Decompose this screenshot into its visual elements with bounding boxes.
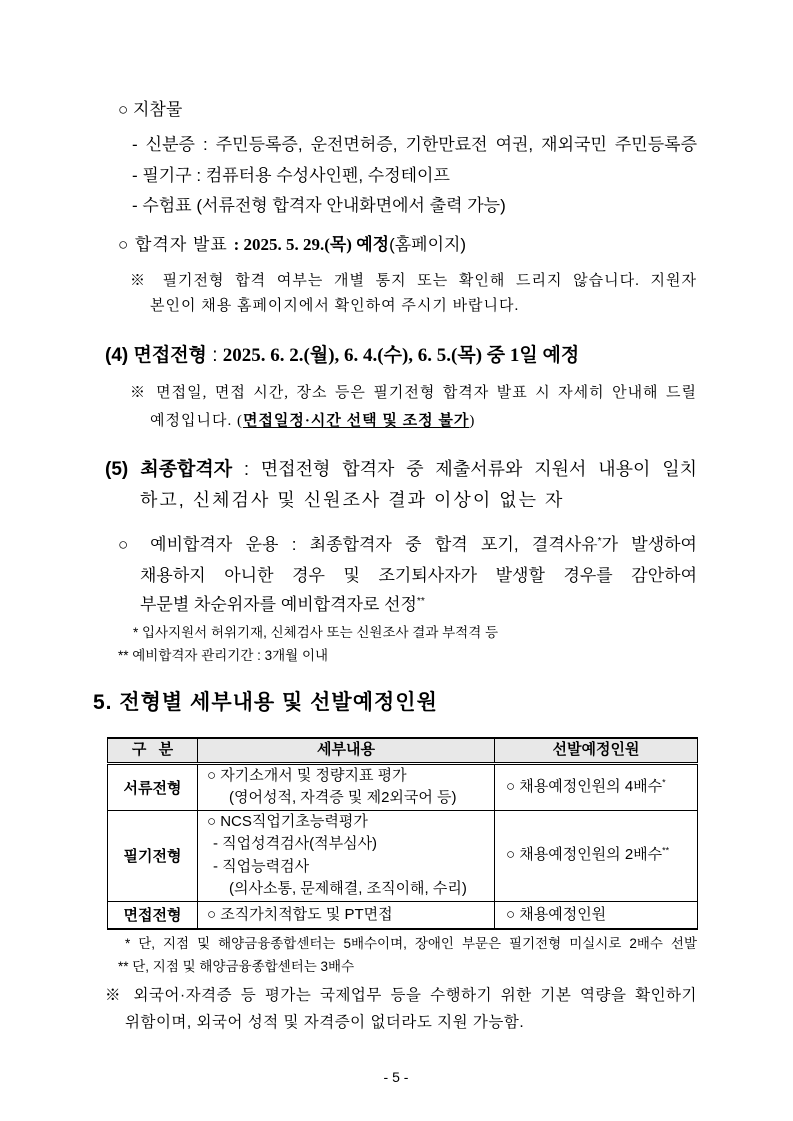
row-details bbox=[198, 763, 495, 810]
table-header-details: 세부내용 bbox=[198, 738, 495, 763]
reserve-text: 가 발생하여 bbox=[601, 535, 697, 554]
row-quota bbox=[495, 901, 698, 929]
row-label: 면접전형 bbox=[108, 901, 198, 929]
row-label: 필기전형 bbox=[108, 810, 198, 901]
interview-separator: : bbox=[206, 345, 223, 366]
detail-line: (영어성적, 자격증 및 제2외국어 등) bbox=[229, 789, 457, 806]
supplies-heading: ○ 지참물 bbox=[118, 100, 183, 119]
footnote-mark: ** bbox=[662, 845, 670, 856]
reserve-line bbox=[140, 593, 425, 617]
written-result-date: : 2025. 5. 29.(목) 예정 bbox=[233, 235, 390, 254]
reserve-footnote: * 입사지원서 허위기재, 신체검사 또는 신원조사 결과 부적격 등 bbox=[133, 625, 499, 640]
final-pass-text: : 면접전형 합격자 중 제출서류와 지원서 내용이 일치 bbox=[232, 459, 698, 479]
quota-text: ○ 채용예정인원의 4배수 bbox=[506, 777, 663, 795]
interview-note-prefix: 예정입니다. ( bbox=[150, 413, 243, 429]
row-quota bbox=[495, 763, 698, 810]
table-row-written-exam bbox=[108, 810, 698, 901]
detail-line: ○ 조직가치적합도 및 PT면접 bbox=[207, 905, 393, 923]
detail-line: ○ 자기소개서 및 정량지표 평가 bbox=[207, 766, 407, 784]
row-label: 서류전형 bbox=[108, 763, 198, 810]
row-details bbox=[198, 901, 495, 929]
written-result-note-line: ※ 필기전형 합격 여부는 개별 통지 또는 확인해 드리지 않습니다. 지원자 bbox=[130, 273, 697, 289]
reserve-line bbox=[118, 533, 697, 557]
reserve-text: 부문별 차순위자를 예비합격자로 선정 bbox=[140, 595, 417, 614]
written-result-channel: (홈페이지) bbox=[389, 235, 467, 254]
detail-line: - 직업능력검사 bbox=[213, 857, 310, 875]
detail-line: - 직업성격검사(적부심사) bbox=[213, 835, 378, 852]
quota-text: ○ 채용예정인원의 2배수 bbox=[506, 846, 663, 864]
detail-line: (의사소통, 문제해결, 조직이해, 수리) bbox=[229, 880, 467, 897]
supplies-item-ticket: - 수험표 (서류전형 합격자 안내화면에서 출력 가능) bbox=[132, 196, 506, 215]
reserve-text: ○ 예비합격자 운용 : 최종합격자 중 합격 포기, 결격사유 bbox=[118, 535, 598, 554]
quota-text: ○ 채용예정인원 bbox=[506, 905, 607, 923]
table-header-category: 구 분 bbox=[108, 738, 198, 763]
interview-heading-line bbox=[105, 343, 579, 369]
supplies-item-pen: - 필기구 : 컴퓨터용 수성사인펜, 수정테이프 bbox=[132, 166, 450, 185]
section-title: 5. 전형별 세부내용 및 선발예정인원 bbox=[93, 691, 438, 714]
written-result-note-line: 본인이 채용 홈페이지에서 확인하여 주시기 바랍니다. bbox=[150, 298, 520, 314]
table-footnote: * 단, 지점 및 해양금융종합센터는 5배수이며, 장애인 부문은 필기전형 미실시로 2배수 선발 bbox=[125, 936, 697, 951]
table-row-interview bbox=[108, 901, 698, 929]
footnote-mark: ** bbox=[416, 595, 425, 607]
supplies-item-id: - 신분증 : 주민등록증, 운전면허증, 기한만료전 여권, 재외국민 주민등록증 bbox=[132, 135, 697, 154]
reserve-footnote: ** 예비합격자 관리기간 : 3개월 이내 bbox=[118, 648, 329, 663]
final-pass-text-line: 하고, 신체검사 및 신원조사 결과 이상이 없는 자 bbox=[140, 490, 565, 510]
detail-line: ○ NCS직업기초능력평가 bbox=[207, 812, 368, 830]
interview-schedule: 2025. 6. 2.(월), 6. 4.(수), 6. 5.(목) 중 1일 예정 bbox=[222, 345, 580, 366]
row-details bbox=[198, 810, 495, 901]
table-header-row bbox=[108, 738, 698, 763]
section-note-line: 위함이며, 외국어 성적 및 자격증이 없더라도 지원 가능함. bbox=[125, 1014, 525, 1031]
interview-note-suffix: ) bbox=[469, 413, 476, 429]
table-header-quota: 선발예정인원 bbox=[495, 738, 698, 763]
table-row-document-screening bbox=[108, 763, 698, 810]
final-pass-heading: (5) 최종합격자 bbox=[105, 459, 233, 480]
section-note-line: ※ 외국어·자격증 등 평가는 국제업무 등을 수행하기 위한 기본 역량을 확인하기 bbox=[105, 987, 697, 1004]
final-pass-line bbox=[105, 456, 697, 483]
quota-line bbox=[506, 776, 697, 799]
table-footnote: ** 단, 지점 및 해양금융종합센터는 3배수 bbox=[118, 959, 355, 974]
footnote-mark: * bbox=[597, 535, 602, 547]
interview-heading: (4) 면접전형 bbox=[105, 345, 207, 366]
interview-note-emphasis: 면접일정·시간 선택 및 조정 불가 bbox=[242, 413, 470, 429]
reserve-line: 채용하지 아니한 경우 및 조기퇴사자가 발생할 경우를 감안하여 bbox=[140, 566, 697, 585]
written-result-line bbox=[118, 233, 466, 257]
quota-line bbox=[506, 844, 697, 867]
page-number: - 5 - bbox=[383, 1069, 409, 1085]
row-quota bbox=[495, 810, 698, 901]
selection-table bbox=[107, 737, 698, 930]
interview-note-line bbox=[150, 411, 475, 431]
footnote-mark: * bbox=[662, 777, 666, 788]
written-result-label: ○ 합격자 발표 bbox=[118, 235, 234, 254]
interview-note-line: ※ 면접일, 면접 시간, 장소 등은 필기전형 합격자 발표 시 자세히 안내해 드릴 bbox=[130, 385, 697, 401]
